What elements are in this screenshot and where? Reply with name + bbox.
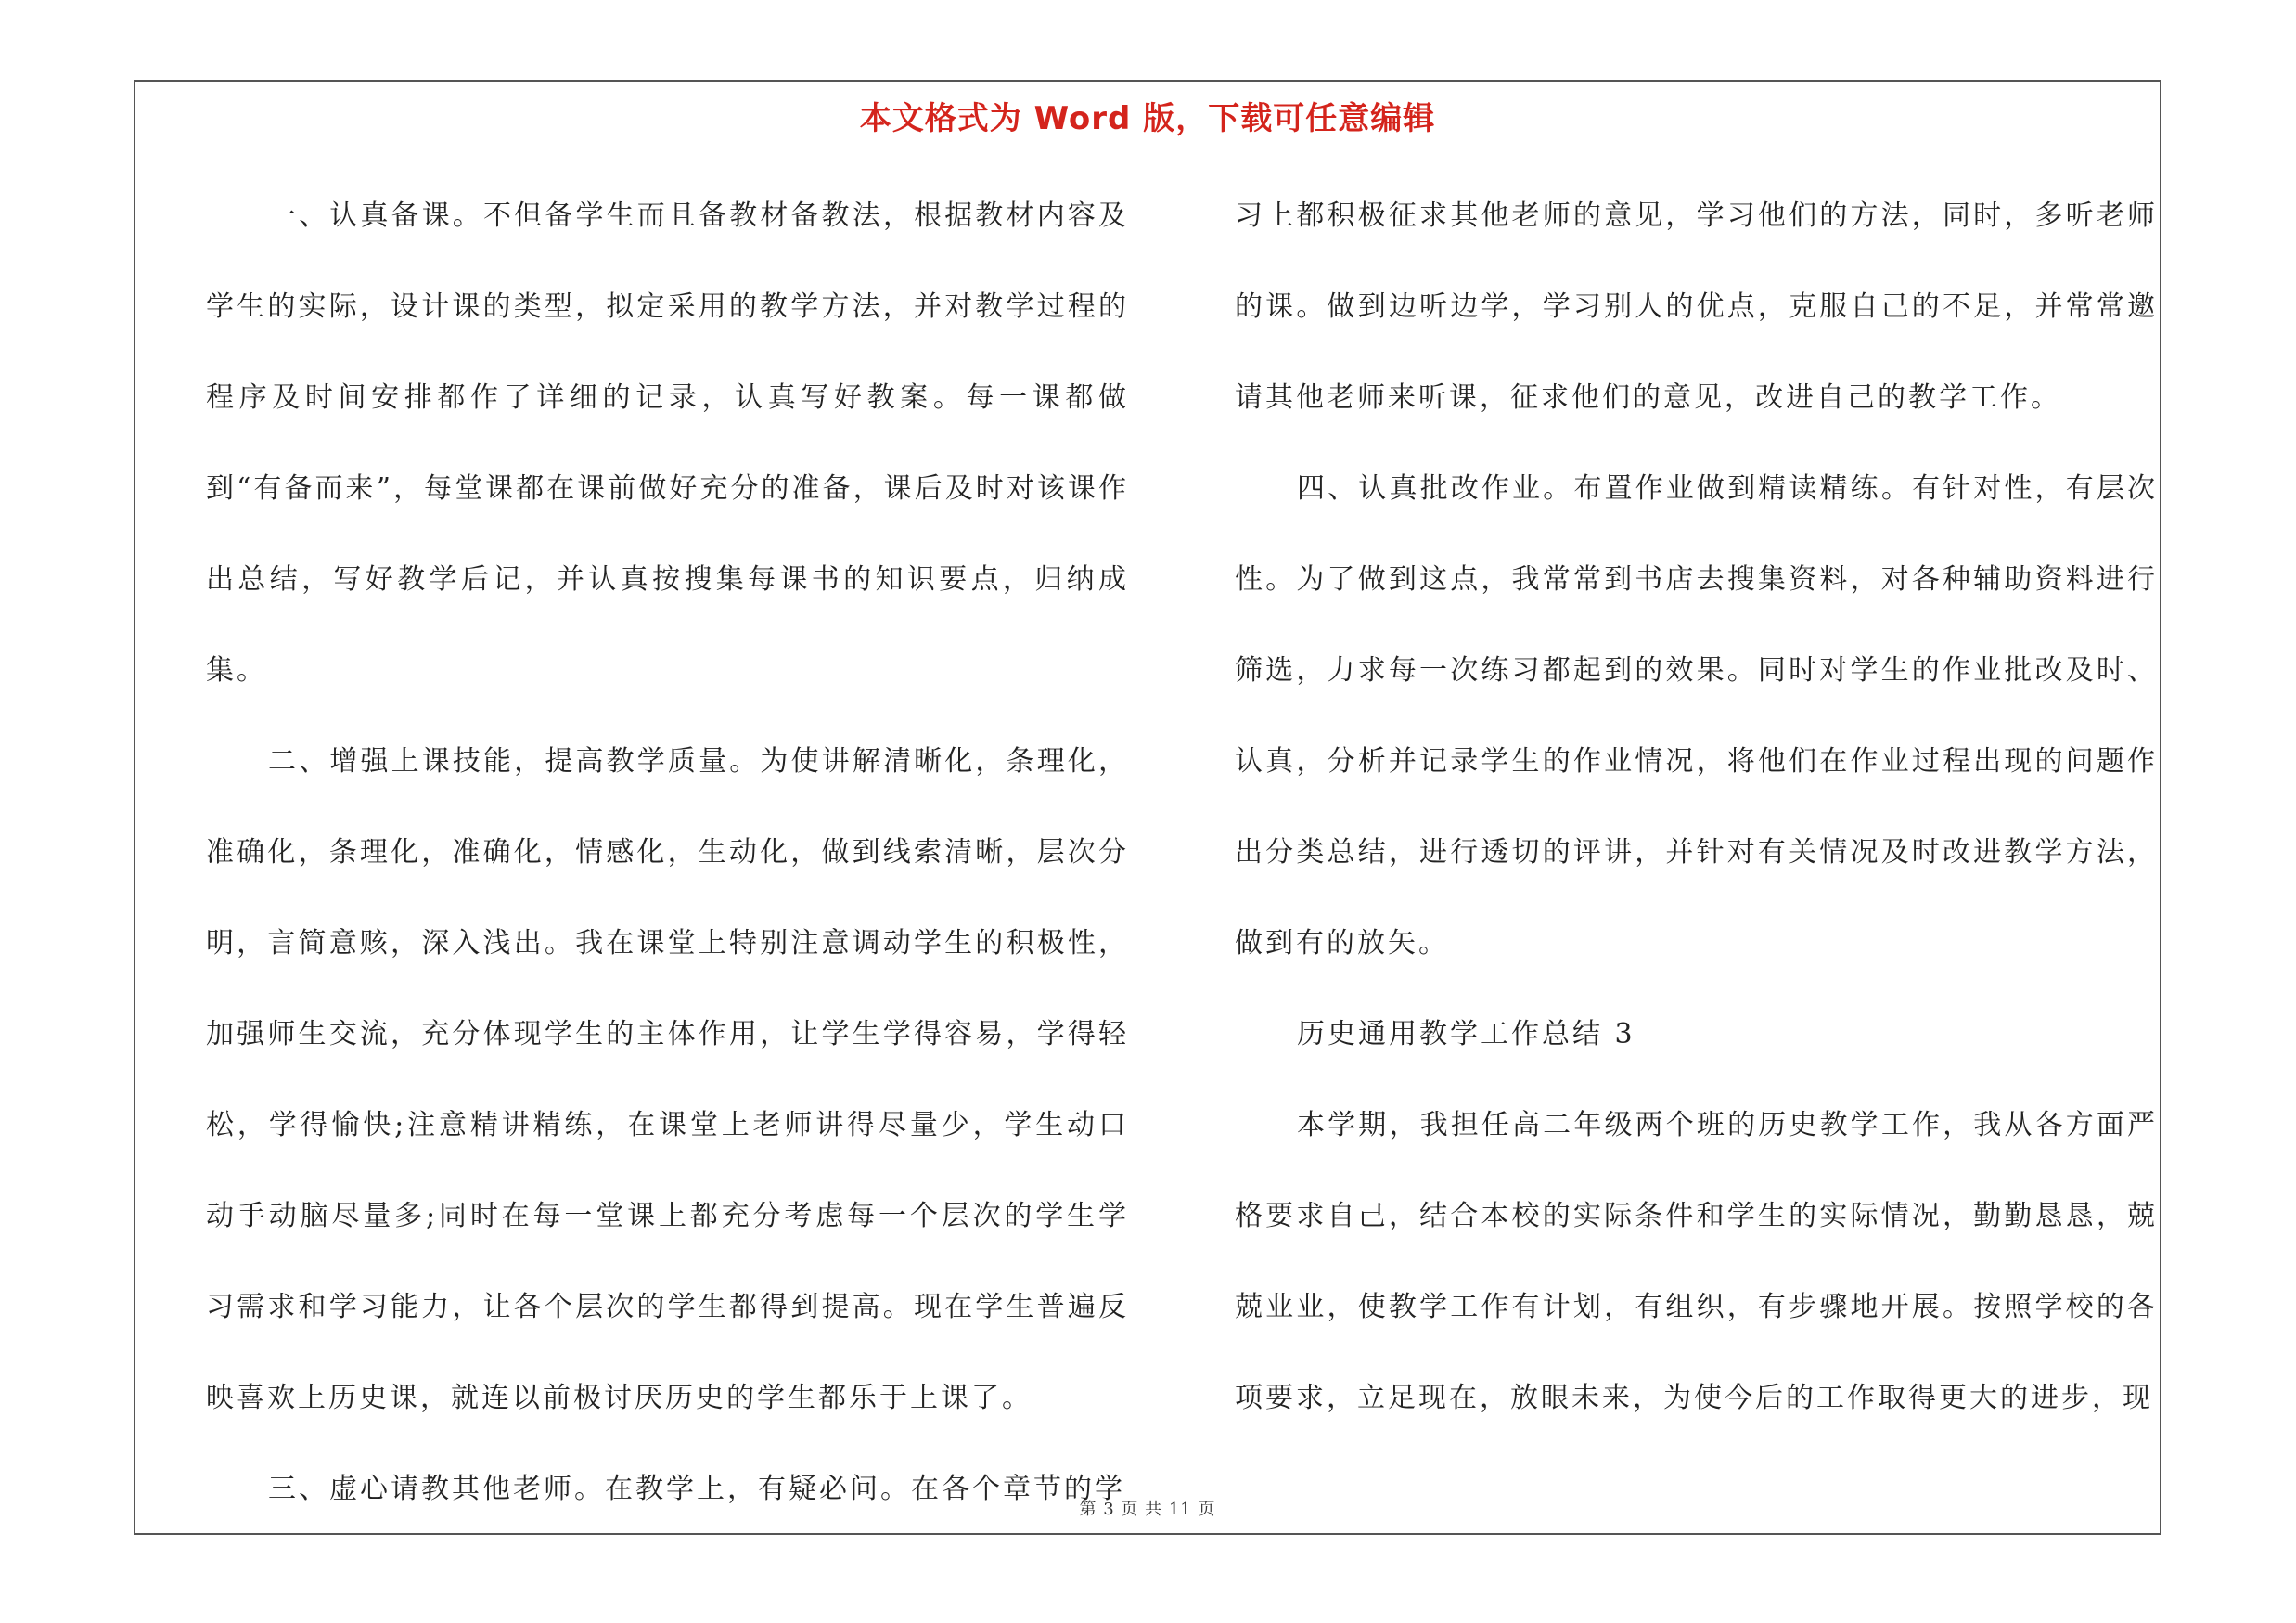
paragraph-improve-teaching: 二、增强上课技能，提高教学质量。为使讲解清晰化，条理化，准确化，条理化，准确化，情感化，生动化，做到线索清晰，层次分明，言简意赅，深入浅出。我在课堂上特别注意调动学生的积极性，加强师生交流，充分体现学生的主体作用，让学生学得容易，学得轻松，学得愉快;注意精讲精练，在课堂上老师讲得尽量少，学生动口动手动脑尽量多;同时在每一堂课上都充分考虑每一个层次的学生学习需求和学习能力，让各个层次的学生都得到提高。现在学生普遍反映喜欢上历史课，就连以前极讨厌历史的学生都乐于上课了。 [206,745,1129,1414]
paragraph-consult-teachers-continued: 习上都积极征求其他老师的意见，学习他们的方法，同时，多听老师的课。做到边听边学，学习别人的优点，克服自己的不足，并常常邀请其他老师来听课，征求他们的意见，改进自己的教学工作。 [1235,200,2158,414]
paragraph-semester-intro: 本学期，我担任高二年级两个班的历史教学工作，我从各方面严格要求自己，结合本校的实际条件和学生的实际情况，勤勤恳恳，兢兢业业，使教学工作有计划，有组织，有步骤地开展。按照学校的各项要求，立足现在，放眼未来，为使今后的工作取得更大的进步，现 [1235,1109,2158,1414]
format-notice-banner: 本文格式为 Word 版，下载可任意编辑 [859,100,1436,137]
section-heading: 历史通用教学工作总结 3 [1297,1018,1635,1050]
document-page [134,80,2161,1535]
paragraph-prepare-lessons: 一、认真备课。不但备学生而且备教材备教法，根据教材内容及学生的实际，设计课的类型，拟定采用的教学方法，并对教学过程的程序及时间安排都作了详细的记录，认真写好教案。每一课都做到“有备而来”，每堂课都在课前做好充分的准备，课后及时对该课作出总结，写好教学后记，并认真按搜集每课书的知识要点，归纳成集。 [206,200,1129,687]
page-number-footer: 第 3 页 共 11 页 [1079,1500,1216,1519]
paragraph-correct-homework: 四、认真批改作业。布置作业做到精读精练。有针对性，有层次性。为了做到这点，我常常到书店去搜集资料，对各种辅助资料进行筛选，力求每一次练习都起到的效果。同时对学生的作业批改及时、认真，分析并记录学生的作业情况，将他们在作业过程出现的问题作出分类总结，进行透切的评讲，并针对有关情况及时改进教学方法，做到有的放矢。 [1235,472,2158,960]
paragraph-consult-teachers: 三、虚心请教其他老师。在教学上，有疑必问。在各个章节的学 [268,1473,1125,1505]
right-text-column [1235,171,2158,1444]
left-text-column [206,171,1129,1535]
